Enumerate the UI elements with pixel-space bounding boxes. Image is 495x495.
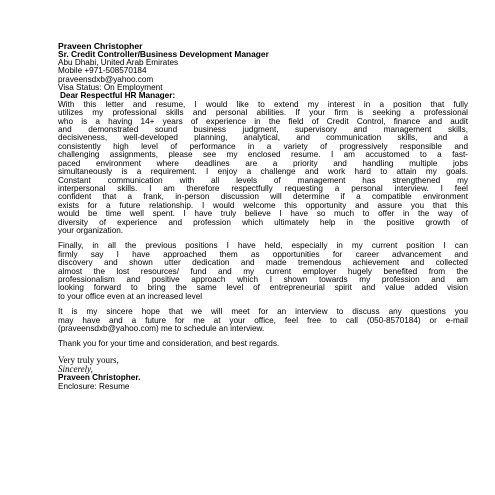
paragraph-line: your organization. (58, 225, 124, 235)
salutation: Dear Respectful HR Manager: (60, 91, 176, 101)
paragraph-3 (58, 308, 468, 333)
paragraph-line: diversity of experience and profession which ultimately help in the positive growth of (58, 217, 468, 227)
paragraph-line: interpersonal skills. I am therefore respectfully requesting a personal interview. I feel (58, 183, 468, 193)
paragraph-line: and demonstrated sound business judgment, supervisory and management skills, (58, 125, 468, 135)
paragraph-2 (58, 242, 468, 301)
signature-name: Praveen Christopher. (58, 373, 141, 383)
sender-name: Praveen Christopher (58, 41, 143, 51)
sender-title: Sr. Credit Controller/Business Development Manager (58, 49, 269, 60)
paragraph-line: firmly say I have approached them as opportunities for career advancement and (58, 249, 468, 259)
paragraph-1 (58, 101, 468, 236)
paragraph-line: may have and a future for me at your office, feel free to call (050-8570184) or e-mail (58, 315, 468, 325)
paragraph-line: almost the lost resources/ fund and my current employer hugely benefited from the (58, 266, 468, 276)
paragraph-line: challenging assignments, please see my enclosed resume. I am accustomed to a fast- (58, 150, 468, 160)
paragraph-line: It is my sincere hope that we will meet for an interview to discuss any questions you (58, 307, 468, 317)
paragraph-line: (praveensdxb@yahoo.com) me to schedule an interview. (58, 324, 265, 333)
paragraph-4 (58, 340, 468, 348)
paragraph-line: professionalism and positive approach which I shown towards my profession and am (58, 274, 468, 284)
paragraph-line: Finally, in all the previous positions I have held, especially in my current position I can (58, 241, 468, 251)
sender-visa-status: Visa Status: On Employment (58, 83, 163, 93)
cover-letter (58, 42, 468, 391)
paragraph-line: who is a having 14+ years of experience in the field of Credit Control, finance and audit (58, 116, 468, 126)
paragraph-line: to your office even at an increased level (58, 291, 203, 301)
paragraph-line: discovery and shown utter dedication and made tremendous achievement and collected (58, 258, 468, 268)
paragraph-line: Thank you for your time and consideration, and best regards. (58, 339, 280, 349)
paragraph-line: consistently high level of performance in a variety of progressively responsible and (58, 141, 468, 151)
closing-sincerely: Sincerely, (58, 364, 93, 375)
enclosure-note: Enclosure: Resume (58, 381, 130, 391)
paragraph-line: would be time well spent. I have truly believe I have so much to offer in the way of (58, 209, 468, 219)
paragraph-line: confident that a frank, in-person discussion will determine if a compatible environment (58, 192, 468, 202)
paragraph-line: decisiveness, well-developed planning, analytical, and communication skills, and a (58, 133, 468, 143)
sender-mobile: Mobile +971-508570184 (58, 66, 147, 76)
sender-location: Abu Dhabi, United Arab Emirates (58, 57, 179, 67)
sender-email: praveensdxb@yahoo.com (58, 74, 154, 84)
paragraph-line: With this letter and resume, I would like to extend my interest in a position that fully (58, 99, 468, 109)
paragraph-line: paced environment where deadlines are a priority and handling multiple jobs (58, 158, 468, 168)
paragraph-line: exists for a future relationship. I would welcome this opportunity and assure you that this (58, 200, 468, 210)
paragraph-line: looking forward to bring the same level of entrepreneurial spirit and value added vision (58, 283, 468, 293)
closing-very-truly: Very truly yours, (58, 354, 119, 365)
paragraph-line: simultaneously is a requirement. I enjoy a challenge and work hard to attain my goals. (58, 167, 468, 177)
paragraph-line: Constant communication with all levels of management has strengthened my (58, 175, 468, 185)
paragraph-line: utilizes my professional skills and personal abilities. If your firm is seeking a professional (58, 108, 468, 118)
